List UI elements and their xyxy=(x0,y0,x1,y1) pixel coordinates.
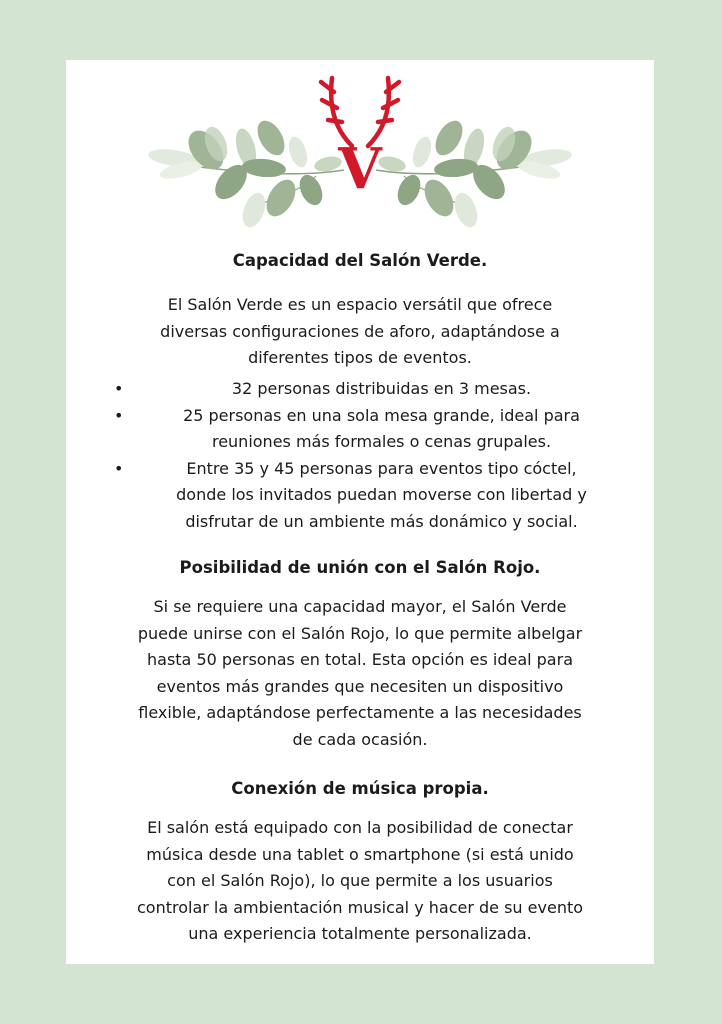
text-line: reuniones más formales o cenas grupales. xyxy=(211,432,552,451)
logo-letter: V xyxy=(338,136,382,202)
union-heading: Posibilidad de unión con el Salón Rojo. xyxy=(179,558,541,577)
text-line: eventos más grandes que necesiten un dispositivo xyxy=(156,676,564,696)
bullet-icon: • xyxy=(114,379,124,398)
text-line: con el Salón Rojo), lo que permite a los usuarios xyxy=(167,871,553,890)
text-line: música desde una tablet o smartphone (si está unido xyxy=(146,844,574,864)
text-line: 25 personas en una sola mesa grande, ideal para xyxy=(183,405,580,425)
capacity-heading: Capacidad del Salón Verde. xyxy=(232,251,488,270)
list-item xyxy=(106,403,621,456)
capacity-intro xyxy=(86,292,634,372)
text-line: una experiencia totalmente personalizada. xyxy=(188,924,532,943)
music-paragraph xyxy=(80,815,640,948)
text-line: disfrutar de un ambiente más donámico y social. xyxy=(185,511,578,531)
antler-v-logo xyxy=(66,60,654,240)
bullet-icon: • xyxy=(114,405,124,425)
union-paragraph xyxy=(80,594,640,753)
left-leaf-branch xyxy=(147,116,344,230)
text-line: flexible, adaptándose perfectamente a las necesidades xyxy=(138,703,582,722)
capacity-list xyxy=(106,376,621,535)
text-line: diversas configuraciones de aforo, adaptándose a xyxy=(160,321,560,341)
list-item xyxy=(106,456,621,536)
text-line: puede unirse con el Salón Rojo, lo que permite albelgar xyxy=(137,623,583,643)
text-line: donde los invitados puedan moverse con libertad y xyxy=(176,485,587,504)
text-line: El salón está equipado con la posibilidad de conectar xyxy=(147,818,573,837)
right-leaf-branch xyxy=(376,116,573,230)
music-heading: Conexión de música propia. xyxy=(231,779,489,798)
text-line: Si se requiere una capacidad mayor, el Salón Verde xyxy=(153,597,567,616)
text-line: controlar la ambientación musical y hacer de su evento xyxy=(136,897,584,917)
text-line: 32 personas distribuidas en 3 mesas. xyxy=(231,379,532,398)
text-line: de cada ocasión. xyxy=(292,729,428,749)
text-line: hasta 50 personas en total. Esta opción es ideal para xyxy=(147,650,573,669)
bullet-icon: • xyxy=(114,458,124,478)
text-line: diferentes tipos de eventos. xyxy=(248,348,472,367)
text-line: Entre 35 y 45 personas para eventos tipo cóctel, xyxy=(186,458,577,478)
content-card xyxy=(66,60,654,964)
list-item xyxy=(106,376,621,403)
text-line: El Salón Verde es un espacio versátil que ofrece xyxy=(167,295,553,314)
